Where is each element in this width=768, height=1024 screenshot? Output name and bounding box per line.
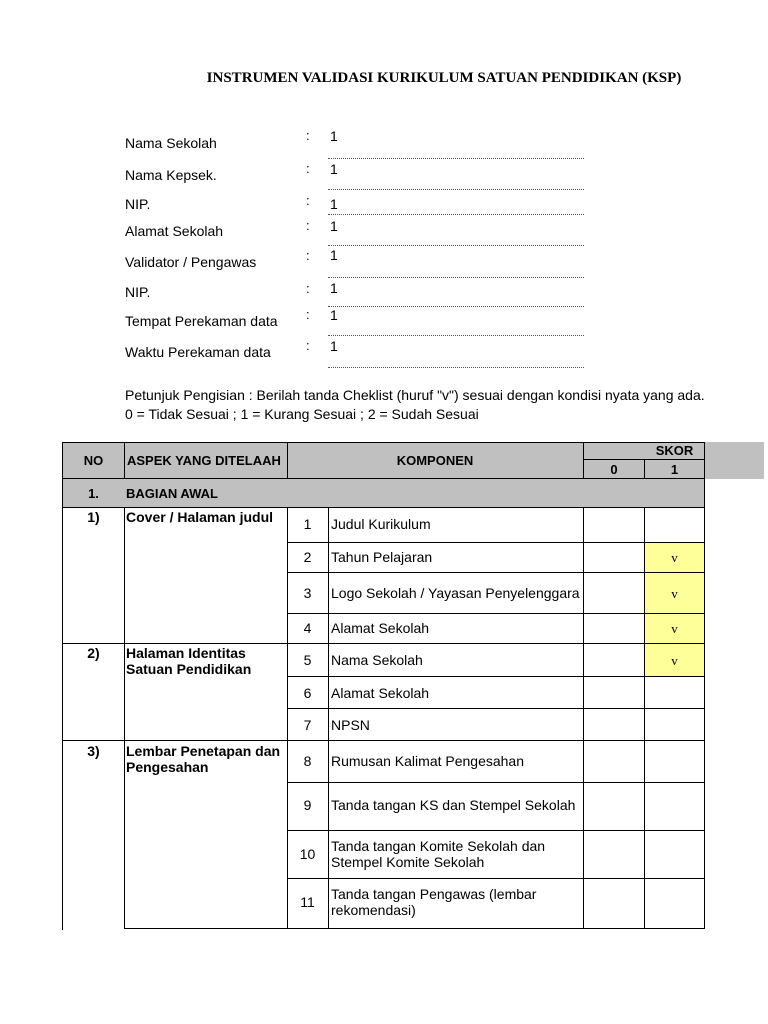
row-komponen: Rumusan Kalimat Pengesahan [331, 753, 525, 769]
grid-line [583, 507, 584, 929]
info-colon: : [306, 128, 310, 143]
grid-line [63, 442, 705, 443]
info-underline [328, 158, 584, 159]
row-komponen: Alamat Sekolah [331, 620, 430, 636]
row-komponen: Nama Sekolah [331, 652, 423, 668]
grid-line [287, 830, 705, 831]
row-komponen: Judul Kurikulum [331, 516, 431, 532]
grid-line [124, 442, 125, 479]
grid-line [63, 740, 705, 741]
info-value-alamat-sekolah[interactable]: 1 [330, 218, 338, 234]
row-number: 2 [303, 549, 312, 565]
info-underline [328, 189, 584, 190]
info-underline [328, 367, 584, 368]
info-value-nip[interactable]: 1 [330, 196, 338, 212]
group-aspek: Lembar Penetapan dan Pengesahan [126, 743, 281, 775]
info-underline [328, 306, 584, 307]
grid-line [63, 478, 705, 479]
info-underline [328, 245, 584, 246]
grid-line [287, 878, 705, 879]
row-komponen: Logo Sekolah / Yayasan Penyelenggara [331, 585, 580, 601]
row-number: 9 [303, 797, 312, 813]
grid-line [287, 442, 288, 479]
info-value-nama-kepsek[interactable]: 1 [330, 161, 338, 177]
info-label-nama-sekolah: Nama Sekolah [125, 135, 217, 151]
skor-check[interactable]: v [671, 621, 678, 636]
info-label-waktu: Waktu Perekaman data [125, 344, 271, 360]
header-skor-0: 0 [610, 462, 618, 477]
row-komponen: Tahun Pelajaran [331, 549, 433, 565]
grid-line [644, 507, 645, 929]
info-colon: : [306, 218, 310, 233]
row-number: 6 [303, 685, 312, 701]
grid-line [287, 613, 705, 614]
info-colon: : [306, 161, 310, 176]
row-number: 10 [299, 846, 316, 862]
instructions-line-1: Petunjuk Pengisian : Berilah tanda Cheklist (huruf "v") sesuai dengan kondisi nyata yang ada. [125, 387, 705, 403]
grid-line [287, 542, 705, 543]
row-number: 11 [300, 894, 315, 910]
skor-check[interactable]: v [671, 586, 678, 601]
group-no: 1) [87, 509, 100, 525]
info-label-tempat: Tempat Perekaman data [125, 313, 278, 329]
row-number: 4 [303, 620, 312, 636]
info-colon: : [306, 338, 310, 353]
grid-line [63, 643, 705, 644]
skor-check[interactable]: v [671, 653, 678, 668]
info-value-tempat[interactable]: 1 [330, 307, 338, 323]
info-label-nip: NIP. [125, 196, 151, 212]
info-underline [328, 335, 584, 336]
header-overflow-bg [704, 442, 764, 479]
section-no: 1. [88, 486, 99, 501]
row-number: 1 [303, 516, 312, 532]
skor-check[interactable]: v [671, 550, 678, 565]
instructions-line-2: 0 = Tidak Sesuai ; 1 = Kurang Sesuai ; 2 = Sudah Sesuai [125, 406, 479, 422]
row-komponen: Tanda tangan KS dan Stempel Sekolah [331, 797, 576, 813]
info-colon: : [306, 281, 310, 296]
grid-line [124, 507, 125, 929]
grid-line [62, 442, 63, 930]
grid-line [644, 459, 645, 479]
grid-line [287, 782, 705, 783]
header-no: NO [83, 453, 104, 468]
group-aspek: Halaman Identitas Satuan Pendidikan [126, 645, 252, 677]
row-komponen: Alamat Sekolah [331, 685, 430, 701]
header-komponen: KOMPONEN [396, 453, 474, 468]
info-colon: : [306, 193, 310, 208]
group-no: 2) [87, 645, 100, 661]
row-number: 3 [303, 585, 312, 601]
row-komponen: Tanda tangan Pengawas (lembar rekomendasi) [331, 886, 537, 918]
grid-line [328, 507, 329, 929]
info-label-nip-validator: NIP. [125, 284, 151, 300]
grid-line [287, 507, 288, 929]
info-colon: : [306, 307, 310, 322]
row-number: 7 [303, 717, 312, 733]
grid-line [287, 676, 705, 677]
row-komponen: Tanda tangan Komite Sekolah dan Stempel Komite Sekolah [331, 838, 546, 870]
info-colon: : [306, 248, 310, 263]
group-aspek: Cover / Halaman judul [126, 509, 274, 525]
section-label: BAGIAN AWAL [126, 486, 218, 501]
row-komponen: NPSN [331, 717, 370, 733]
row-number: 5 [303, 652, 312, 668]
info-label-alamat-sekolah: Alamat Sekolah [125, 223, 224, 239]
grid-line [704, 442, 705, 929]
info-value-validator[interactable]: 1 [330, 247, 338, 263]
grid-line [583, 442, 584, 479]
info-label-validator: Validator / Pengawas [125, 254, 257, 270]
header-aspek: ASPEK YANG DITELAAH [127, 453, 281, 468]
info-underline [328, 214, 584, 215]
grid-line [287, 572, 705, 573]
info-value-nip-validator[interactable]: 1 [330, 280, 338, 296]
grid-line [124, 928, 705, 929]
row-number: 8 [303, 753, 312, 769]
info-underline [328, 277, 584, 278]
form-title: INSTRUMEN VALIDASI KURIKULUM SATUAN PENDIDIKAN (KSP) [206, 70, 682, 86]
info-value-nama-sekolah[interactable]: 1 [330, 128, 338, 144]
header-skor: SKOR [655, 443, 694, 458]
header-skor-1: 1 [670, 462, 679, 477]
grid-line [63, 507, 705, 508]
group-no: 3) [87, 743, 100, 759]
info-label-nama-kepsek: Nama Kepsek. [125, 167, 217, 183]
grid-line [287, 708, 705, 709]
info-value-waktu[interactable]: 1 [330, 338, 338, 354]
